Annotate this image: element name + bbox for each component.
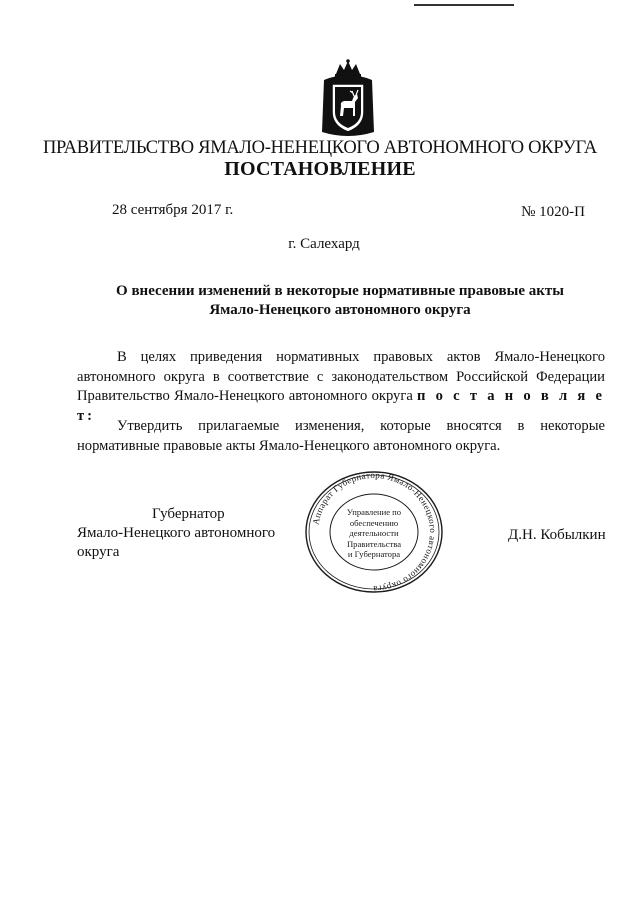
stamp-line: обеспечению [349,517,399,528]
body-paragraph-1 [77,348,605,426]
paragraph-1-text: В целях приведения нормативных правовых актов Ямало-Ненецкого автономного округа в соответствие с законодательством Российской Федерации Правительство Ямало-Ненецкого автономного округа [77,349,605,404]
document-city: г. Салехард [288,236,360,252]
body-paragraph-2: Утвердить прилагаемые изменения, которые вносятся в некоторые нормативные правовые акты Ямало-Ненецкого автономного округа. [77,418,605,454]
organization-name: ПРАВИТЕЛЬСТВО ЯМАЛО-НЕНЕЦКОГО АВТОНОМНОГО ОКРУГА [43,138,597,158]
coat-of-arms-icon [318,58,378,140]
document-type: ПОСТАНОВЛЕНИЕ [224,158,416,180]
document-subject [80,282,600,320]
signatory-title [77,505,317,562]
stamp-center-text [334,507,414,560]
signatory-name: Д.Н. Кобылкин [508,527,606,543]
document-date: 28 сентября 2017 г. [112,202,234,218]
subject-line-2: Ямало-Ненецкого автономного округа [209,302,471,318]
scan-mark [414,4,514,6]
subject-line-1: О внесении изменений в некоторые нормативные правовые акты [116,283,564,299]
signatory-title-line-2: Ямало-Ненецкого автономного округа [77,525,276,560]
stamp-line: деятельности [349,528,399,539]
stamp-line: Управление по [346,507,402,517]
stamp-ring-text: Аппарат Губернатора Ямало-Ненецкого автономного округа [310,470,439,594]
document-number: № 1020-П [521,204,585,220]
stamp-line: и Губернатора [347,549,401,560]
signatory-title-line-1: Губернатор [152,506,225,522]
stamp-line: Правительства [346,538,402,549]
decree-word: п о с т а н о в л я е т: [77,388,606,424]
